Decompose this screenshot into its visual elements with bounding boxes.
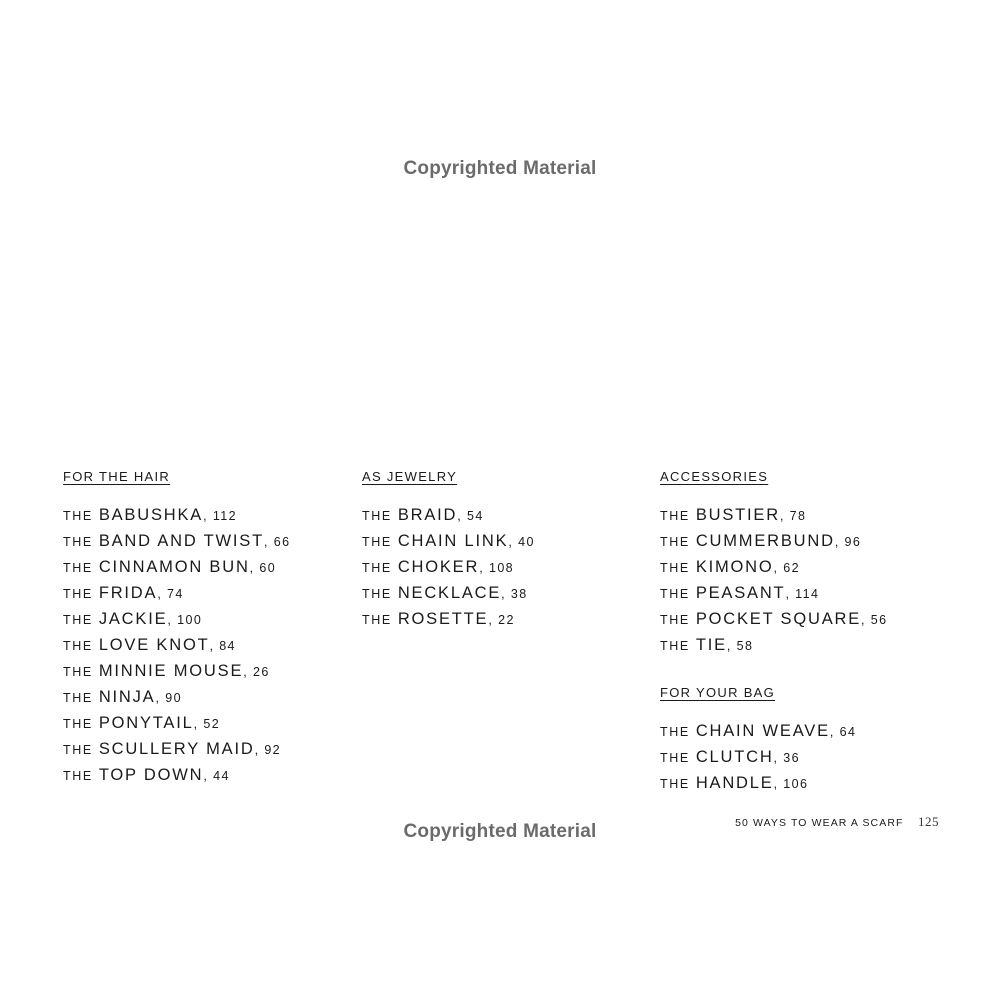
entry-page-number: , 44 <box>203 769 230 783</box>
index-entry <box>660 718 960 744</box>
index-entry <box>63 528 343 554</box>
index-entry <box>63 710 343 736</box>
entry-page-number: , 90 <box>155 691 182 705</box>
index-entry <box>63 684 343 710</box>
section-heading: ACCESSORIES <box>660 469 769 484</box>
page-number: 125 <box>918 814 939 829</box>
column-accessories-and-bag <box>660 468 960 796</box>
entry-page-number: , 26 <box>243 665 270 679</box>
index-entry <box>362 528 642 554</box>
entry-prefix: THE <box>63 717 93 731</box>
entry-page-number: , 114 <box>785 587 820 601</box>
entry-prefix: THE <box>63 561 93 575</box>
entry-prefix: THE <box>63 691 93 705</box>
entry-page-number: , 52 <box>193 717 221 731</box>
entry-prefix: THE <box>63 639 93 653</box>
entry-name: NINJA <box>98 688 156 706</box>
index-entry <box>63 762 343 788</box>
entry-page-number: , 84 <box>209 639 236 653</box>
entry-page-number: , 92 <box>254 743 282 757</box>
index-entry <box>362 554 642 580</box>
entry-page-number: , 36 <box>773 751 800 765</box>
entry-list <box>660 502 960 658</box>
entry-prefix: THE <box>660 561 690 575</box>
entry-name: CUMMERBUND <box>695 532 835 550</box>
entry-page-number: , 60 <box>249 561 277 575</box>
entry-list <box>362 502 642 632</box>
entry-prefix: THE <box>63 665 93 679</box>
entry-name: HANDLE <box>695 774 774 792</box>
section-for-your-bag <box>660 684 960 796</box>
index-entry <box>660 770 960 796</box>
entry-name: FRIDA <box>98 584 158 602</box>
column-as-jewelry <box>362 468 642 632</box>
index-entry <box>63 632 343 658</box>
entry-page-number: , 22 <box>488 613 515 627</box>
entry-name: BAND AND TWIST <box>98 532 264 550</box>
entry-page-number: , 40 <box>508 535 535 549</box>
entry-name: KIMONO <box>695 558 774 576</box>
entry-prefix: THE <box>63 587 93 601</box>
entry-prefix: THE <box>660 751 690 765</box>
index-entry <box>63 736 343 762</box>
entry-page-number: , 96 <box>834 535 862 549</box>
entry-prefix: THE <box>362 613 392 627</box>
entry-name: JACKIE <box>98 610 168 628</box>
entry-name: TIE <box>695 636 727 654</box>
entry-name: PEASANT <box>695 584 786 602</box>
entry-page-number: , 100 <box>167 613 203 627</box>
entry-page-number: , 66 <box>263 535 291 549</box>
entry-name: CHAIN LINK <box>397 532 509 550</box>
entry-list <box>63 502 343 788</box>
entry-prefix: THE <box>660 613 690 627</box>
entry-page-number: , 56 <box>861 613 888 627</box>
running-title: 50 WAYS TO WEAR A SCARF <box>735 817 904 829</box>
entry-prefix: THE <box>63 769 93 783</box>
entry-name: BRAID <box>397 506 458 524</box>
entry-page-number: , 54 <box>457 509 484 523</box>
index-entry <box>63 554 343 580</box>
entry-page-number: , 64 <box>829 725 857 739</box>
column-for-the-hair <box>63 468 343 788</box>
copyright-watermark-bottom: Copyrighted Material <box>403 821 597 842</box>
entry-name: POCKET SQUARE <box>695 610 862 628</box>
entry-name: ROSETTE <box>397 610 489 628</box>
entry-name: SCULLERY MAID <box>98 740 255 758</box>
entry-prefix: THE <box>63 613 93 627</box>
entry-list <box>660 718 960 796</box>
index-entry <box>362 606 642 632</box>
index-entry <box>63 658 343 684</box>
entry-name: MINNIE MOUSE <box>98 662 244 680</box>
entry-prefix: THE <box>362 535 392 549</box>
section-heading: FOR YOUR BAG <box>660 685 776 700</box>
index-entry <box>660 744 960 770</box>
entry-page-number: , 112 <box>203 509 237 523</box>
entry-name: CINNAMON BUN <box>98 558 250 576</box>
entry-name: PONYTAIL <box>98 714 194 732</box>
section-for-the-hair <box>63 468 343 788</box>
entry-name: BUSTIER <box>695 506 780 524</box>
index-entry <box>660 632 960 658</box>
entry-prefix: THE <box>660 587 690 601</box>
entry-page-number: , 108 <box>479 561 515 575</box>
entry-name: BABUSHKA <box>98 506 204 524</box>
entry-prefix: THE <box>660 535 690 549</box>
index-entry <box>660 554 960 580</box>
entry-name: TOP DOWN <box>98 766 204 784</box>
entry-page-number: , 58 <box>726 639 754 653</box>
section-as-jewelry <box>362 468 642 632</box>
entry-prefix: THE <box>362 587 392 601</box>
entry-name: NECKLACE <box>397 584 502 602</box>
index-entry <box>660 606 960 632</box>
index-entry <box>660 502 960 528</box>
index-entry <box>660 580 960 606</box>
index-entry <box>63 580 343 606</box>
entry-prefix: THE <box>660 509 690 523</box>
entry-prefix: THE <box>660 725 690 739</box>
entry-page-number: , 74 <box>157 587 184 601</box>
entry-page-number: , 106 <box>773 777 809 791</box>
entry-name: CHOKER <box>397 558 480 576</box>
index-entry <box>63 606 343 632</box>
entry-name: CLUTCH <box>695 748 774 766</box>
index-entry <box>362 580 642 606</box>
entry-prefix: THE <box>362 561 392 575</box>
entry-prefix: THE <box>63 535 93 549</box>
section-heading: AS JEWELRY <box>362 469 458 484</box>
entry-prefix: THE <box>63 509 93 523</box>
section-heading: FOR THE HAIR <box>63 469 171 484</box>
copyright-watermark-top: Copyrighted Material <box>403 158 597 179</box>
index-entry <box>660 528 960 554</box>
entry-page-number: , 78 <box>779 509 807 523</box>
entry-name: LOVE KNOT <box>98 636 210 654</box>
entry-prefix: THE <box>660 777 690 791</box>
entry-page-number: , 62 <box>773 561 800 575</box>
section-accessories <box>660 468 960 658</box>
entry-prefix: THE <box>660 639 690 653</box>
entry-page-number: , 38 <box>501 587 528 601</box>
index-entry <box>362 502 642 528</box>
entry-name: CHAIN WEAVE <box>695 722 830 740</box>
index-entry <box>63 502 343 528</box>
entry-prefix: THE <box>362 509 392 523</box>
entry-prefix: THE <box>63 743 93 757</box>
